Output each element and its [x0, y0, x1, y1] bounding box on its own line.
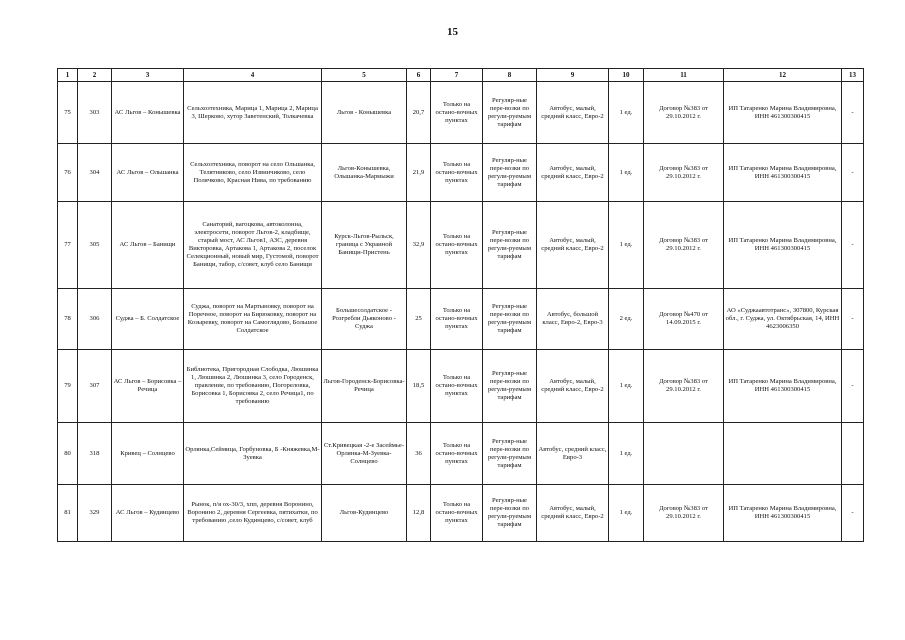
vehicle-class: Автобус, малый, средний класс, Евро-2	[537, 144, 609, 202]
route-number: 304	[78, 144, 112, 202]
route-name: Кривец – Солнцево	[112, 423, 184, 485]
route-stops: Суджа, поворот на Мартыновку, поворот на Поречное, поворот на Бирюковку, поворот на Козыревку, поворот на Самоглядово, Большое Солдатское	[184, 289, 322, 350]
route-streets: Большесолдатское - Розгребли Дьяконово - Суджа	[322, 289, 407, 350]
table-row	[58, 202, 864, 289]
table-row	[58, 144, 864, 202]
contract-info	[644, 423, 724, 485]
route-length: 18,5	[407, 350, 431, 423]
route-name: АС Льгов – Ольшанка	[112, 144, 184, 202]
contract-info: Договор №470 от 14.09.2015 г.	[644, 289, 724, 350]
row-number: 80	[58, 423, 78, 485]
vehicle-class: Автобус, средний класс, Евро-3	[537, 423, 609, 485]
vehicle-count: 1 ед.	[609, 202, 644, 289]
route-number: 303	[78, 82, 112, 144]
carrier-info: ИП Татаренко Марина Владимировна, ИНН 461300300415	[724, 144, 842, 202]
notes-cell: -	[842, 202, 864, 289]
page-number: 15	[447, 26, 458, 38]
route-number: 318	[78, 423, 112, 485]
route-stops: Библиотека, Пригородная Слободка, Люшинка 1, Люшинка 2, Люшинка 3, село Городенск, правление, по требованию, Погореловка, Борисовка 1, Борисовка 2, село Речица1, по требованию	[184, 350, 322, 423]
boarding-order: Только на остано-вочных пунктах	[431, 289, 483, 350]
contract-info: Договор №383 от 29.10.2012 г.	[644, 202, 724, 289]
route-stops: Сельхозтехника, Марица 1, Марица 2, Марица 3, Шерково, хутор Заветенский, Толкачевка	[184, 82, 322, 144]
carrier-info: ИП Татаренко Марина Владимировна, ИНН 461300300415	[724, 350, 842, 423]
notes-cell: -	[842, 144, 864, 202]
notes-cell: -	[842, 350, 864, 423]
route-length: 12,8	[407, 485, 431, 542]
column-header: 12	[724, 69, 842, 82]
boarding-order: Только на остано-вочных пунктах	[431, 144, 483, 202]
route-streets: Курск-Льгов-Рыльск, граница с Украиной Банищи-Пристень	[322, 202, 407, 289]
route-streets: Льгов-Городенск-Борисовка-Речица	[322, 350, 407, 423]
column-header: 8	[483, 69, 537, 82]
boarding-order: Только на остано-вочных пунктах	[431, 202, 483, 289]
carrier-info: АО «Суджаавтотранс», 307800, Курская обл., г. Суджа, ул. Октябрьская, 14, ИНН 4623006350	[724, 289, 842, 350]
notes-cell: -	[842, 82, 864, 144]
contract-info: Договор №383 от 29.10.2012 г.	[644, 144, 724, 202]
route-stops: Рынок, п/я ох-30/3, хпп, деревня Воронино, Воронино 2, деревня Сергеевка, пятихатки, по требованию ,село Кудинцево, с/совет, клуб	[184, 485, 322, 542]
route-stops: Сельхозтехника, поворот на село Ольшанка, Телятниково, село Извинчиково, село Полячково, Красная Нива, по требованию	[184, 144, 322, 202]
vehicle-class: Автобус, малый, средний класс, Евро-2	[537, 202, 609, 289]
table-row	[58, 289, 864, 350]
column-header: 13	[842, 69, 864, 82]
vehicle-count: 1 ед.	[609, 144, 644, 202]
transport-type: Регуляр-ные пере-возки по регули-руемым тарифам	[483, 423, 537, 485]
transport-type: Регуляр-ные пере-возки по регули-руемым тарифам	[483, 289, 537, 350]
row-number: 81	[58, 485, 78, 542]
route-number: 307	[78, 350, 112, 423]
route-length: 20,7	[407, 82, 431, 144]
routes-table	[57, 68, 864, 542]
route-streets: Льгов-Кудинцево	[322, 485, 407, 542]
route-streets: Льгов-Конышевка, Ольшанка-Мармыжи	[322, 144, 407, 202]
vehicle-class: Автобус, большой класс, Евро-2, Евро-3	[537, 289, 609, 350]
route-number: 305	[78, 202, 112, 289]
row-number: 79	[58, 350, 78, 423]
contract-info: Договор №383 от 29.10.2012 г.	[644, 82, 724, 144]
route-name: АС Льгов – Конышевка	[112, 82, 184, 144]
column-header: 5	[322, 69, 407, 82]
carrier-info	[724, 423, 842, 485]
vehicle-class: Автобус, малый, средний класс, Евро-2	[537, 82, 609, 144]
transport-type: Регуляр-ные пере-возки по регули-руемым тарифам	[483, 202, 537, 289]
boarding-order: Только на остано-вочных пунктах	[431, 423, 483, 485]
carrier-info: ИП Татаренко Марина Владимировна, ИНН 461300300415	[724, 202, 842, 289]
route-name: Суджа – Б. Солдатское	[112, 289, 184, 350]
notes-cell	[842, 423, 864, 485]
carrier-info: ИП Татаренко Марина Владимировна, ИНН 461300300415	[724, 485, 842, 542]
table-row	[58, 82, 864, 144]
table-row	[58, 350, 864, 423]
transport-type: Регуляр-ные пере-возки по регули-руемым тарифам	[483, 350, 537, 423]
contract-info: Договор №383 от 29.10.2012 г.	[644, 485, 724, 542]
route-streets: Льгов - Конышевка	[322, 82, 407, 144]
vehicle-count: 1 ед.	[609, 350, 644, 423]
route-length: 32,9	[407, 202, 431, 289]
route-number: 329	[78, 485, 112, 542]
transport-type: Регуляр-ные пере-возки по регули-руемым тарифам	[483, 485, 537, 542]
route-length: 36	[407, 423, 431, 485]
contract-info: Договор №383 от 29.10.2012 г.	[644, 350, 724, 423]
column-header: 6	[407, 69, 431, 82]
table-row	[58, 423, 864, 485]
column-header: 10	[609, 69, 644, 82]
column-header: 7	[431, 69, 483, 82]
column-header: 1	[58, 69, 78, 82]
route-length: 25	[407, 289, 431, 350]
vehicle-count: 1 ед.	[609, 82, 644, 144]
header-row	[58, 69, 864, 82]
column-header: 11	[644, 69, 724, 82]
route-length: 21,9	[407, 144, 431, 202]
column-header: 2	[78, 69, 112, 82]
transport-type: Регуляр-ные пере-возки по регули-руемым тарифам	[483, 82, 537, 144]
route-name: АС Льгов – Борисовка – Речица	[112, 350, 184, 423]
row-number: 76	[58, 144, 78, 202]
route-name: АС Льгов – Банищи	[112, 202, 184, 289]
column-header: 3	[112, 69, 184, 82]
column-header: 4	[184, 69, 322, 82]
transport-type: Регуляр-ные пере-возки по регули-руемым тарифам	[483, 144, 537, 202]
route-stops: Орлянка,Сеймица, Горбуновка, Б -Княжевка,М-Зуевка	[184, 423, 322, 485]
route-streets: Ст.Кривецкая -2-е Засеймье-Орлянка-М-Зуевка- Солнцево	[322, 423, 407, 485]
vehicle-count: 2 ед.	[609, 289, 644, 350]
route-stops: Санаторий, вагоцкова, автоколонна, электросети, поворот Льгов-2, кладбище, старый мост, АС Льгов1, АЗС, деревня Викторовка, Артакова 1, Артакова 2, поселок Селекционный, новый мир, Густомой, поворот Банищи, табор, с/совет, клуб село Банищи	[184, 202, 322, 289]
carrier-info: ИП Татаренко Марина Владимировна, ИНН 461300300415	[724, 82, 842, 144]
table-row	[58, 485, 864, 542]
boarding-order: Только на остано-вочных пунктах	[431, 82, 483, 144]
vehicle-class: Автобус, малый, средний класс, Евро-2	[537, 350, 609, 423]
boarding-order: Только на остано-вочных пунктах	[431, 485, 483, 542]
notes-cell: -	[842, 289, 864, 350]
route-name: АС Льгов – Кудинцево	[112, 485, 184, 542]
row-number: 77	[58, 202, 78, 289]
vehicle-count: 1 ед.	[609, 485, 644, 542]
route-number: 306	[78, 289, 112, 350]
vehicle-class: Автобус, малый, средний класс, Евро-2	[537, 485, 609, 542]
row-number: 75	[58, 82, 78, 144]
notes-cell: -	[842, 485, 864, 542]
row-number: 78	[58, 289, 78, 350]
column-header: 9	[537, 69, 609, 82]
boarding-order: Только на остано-вочных пунктах	[431, 350, 483, 423]
vehicle-count: 1 ед.	[609, 423, 644, 485]
